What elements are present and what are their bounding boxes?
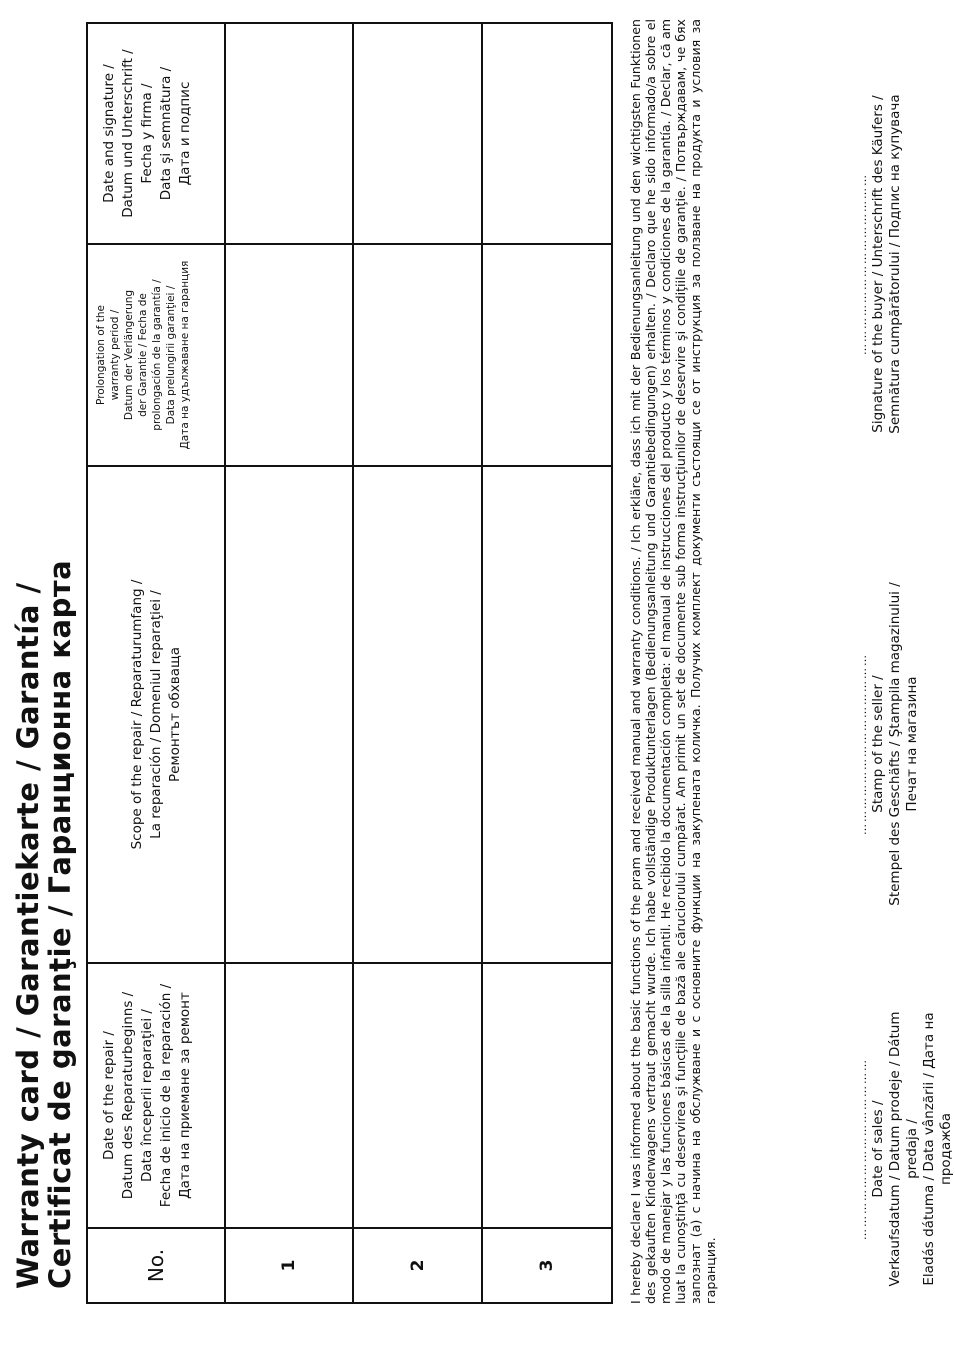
buyer-signature-field: …………………………………… Signature of the buyer / Unterschrift des Käufers / Semnătura cumpărătorului / Подпис на купувача bbox=[856, 64, 904, 464]
repair-scope-cell bbox=[482, 466, 612, 963]
repair-date-cell bbox=[353, 963, 482, 1228]
table-row bbox=[482, 23, 612, 1303]
prolongation-cell bbox=[482, 244, 612, 466]
header-warranty-prolongation: Prolongation of the warranty period / Datum der Verlängerung der Garantie / Fecha de prolongación de la garantía / Data prelungirii garanţiei / Дата на удължаване на гаранция bbox=[87, 244, 225, 466]
date-of-sales-field: …………………………………… Date of sales / Verkaufsdatum / Datum prodeje / Dátum predaja / Eladás dátuma / Data vânzării / Дата на продажба bbox=[856, 984, 955, 1314]
signature-cell bbox=[482, 23, 612, 244]
title-line-2: Certificat de garanţie / Гаранционна карта bbox=[43, 559, 77, 1289]
table-row bbox=[225, 23, 353, 1303]
row-number-cell: 3 bbox=[482, 1228, 612, 1303]
header-date-of-repair: Date of the repair / Datum des Reparaturbeginns / Data începerii reparaţiei / Fecha de inicio de la reparación / Дата на приемане за ремонт bbox=[87, 963, 225, 1228]
signature-line: …………………………………… bbox=[856, 653, 869, 835]
repair-scope-cell bbox=[225, 466, 353, 963]
seller-stamp-field: …………………………………… Stamp of the seller / Stempel des Geschäfts / Ştampila magazinului / Печат на магазина bbox=[856, 579, 921, 909]
repair-date-cell bbox=[482, 963, 612, 1228]
signature-cell bbox=[353, 23, 482, 244]
title-line-1: Warranty card / Garantiekarte / Garantía / bbox=[11, 582, 45, 1289]
header-no: No. bbox=[87, 1228, 225, 1303]
header-date-and-signature: Date and signature / Datum und Unterschrift / Fecha y firma / Data şi semnătura / Дата и подпис bbox=[87, 23, 225, 244]
page-title bbox=[12, 69, 76, 1289]
signature-cell bbox=[225, 23, 353, 244]
table-row bbox=[353, 23, 482, 1303]
buyer-declaration-text: I hereby declare I was informed about the basic functions of the pram and received manual and warranty conditions. / Ich erkläre, dass ich mit der Bedienungsanleitung und den wichtigsten Funktionen des gekauften Kinderwagens vertraut gemacht wurde. Ich habe vollständige Produktunterlagen (Bedienungsanleitung und Garantiebedingungen) erhalten. / Declaro que he sido informado/a sobre el modo de manejar y las funciones básicas de la silla infantil. He recibido la documentación completa: el manual de instrucciones del producto y los términos y condiciones de la garantía. / Declar, că am luat la cunoştinţă cu deservirea şi funcţiile de bază ale căruciorului cumpărat. Am primit un set de documente sub forma instrucţiunilor de deservire şi condiţiile de garanţie. / Потвърждавам, че бях запознат (а) с начина на обслужване и с основните функции на закупената количка. Получих комплект документи състоящи се от инструкция за ползване на продукта и условия за гаранция. bbox=[628, 19, 719, 1304]
row-number-cell: 2 bbox=[353, 1228, 482, 1303]
repair-date-cell bbox=[225, 963, 353, 1228]
table-header-row bbox=[87, 23, 225, 1303]
repair-scope-cell bbox=[353, 466, 482, 963]
signature-line: …………………………………… bbox=[856, 1058, 869, 1240]
row-number-cell: 1 bbox=[225, 1228, 353, 1303]
warranty-repair-table bbox=[86, 22, 613, 1304]
signature-line: …………………………………… bbox=[856, 173, 869, 355]
prolongation-cell bbox=[353, 244, 482, 466]
prolongation-cell bbox=[225, 244, 353, 466]
header-scope-of-repair: Scope of the repair / Reparaturumfang / La reparación / Domeniul reparaţiei / Ремонтът обхваща bbox=[87, 466, 225, 963]
